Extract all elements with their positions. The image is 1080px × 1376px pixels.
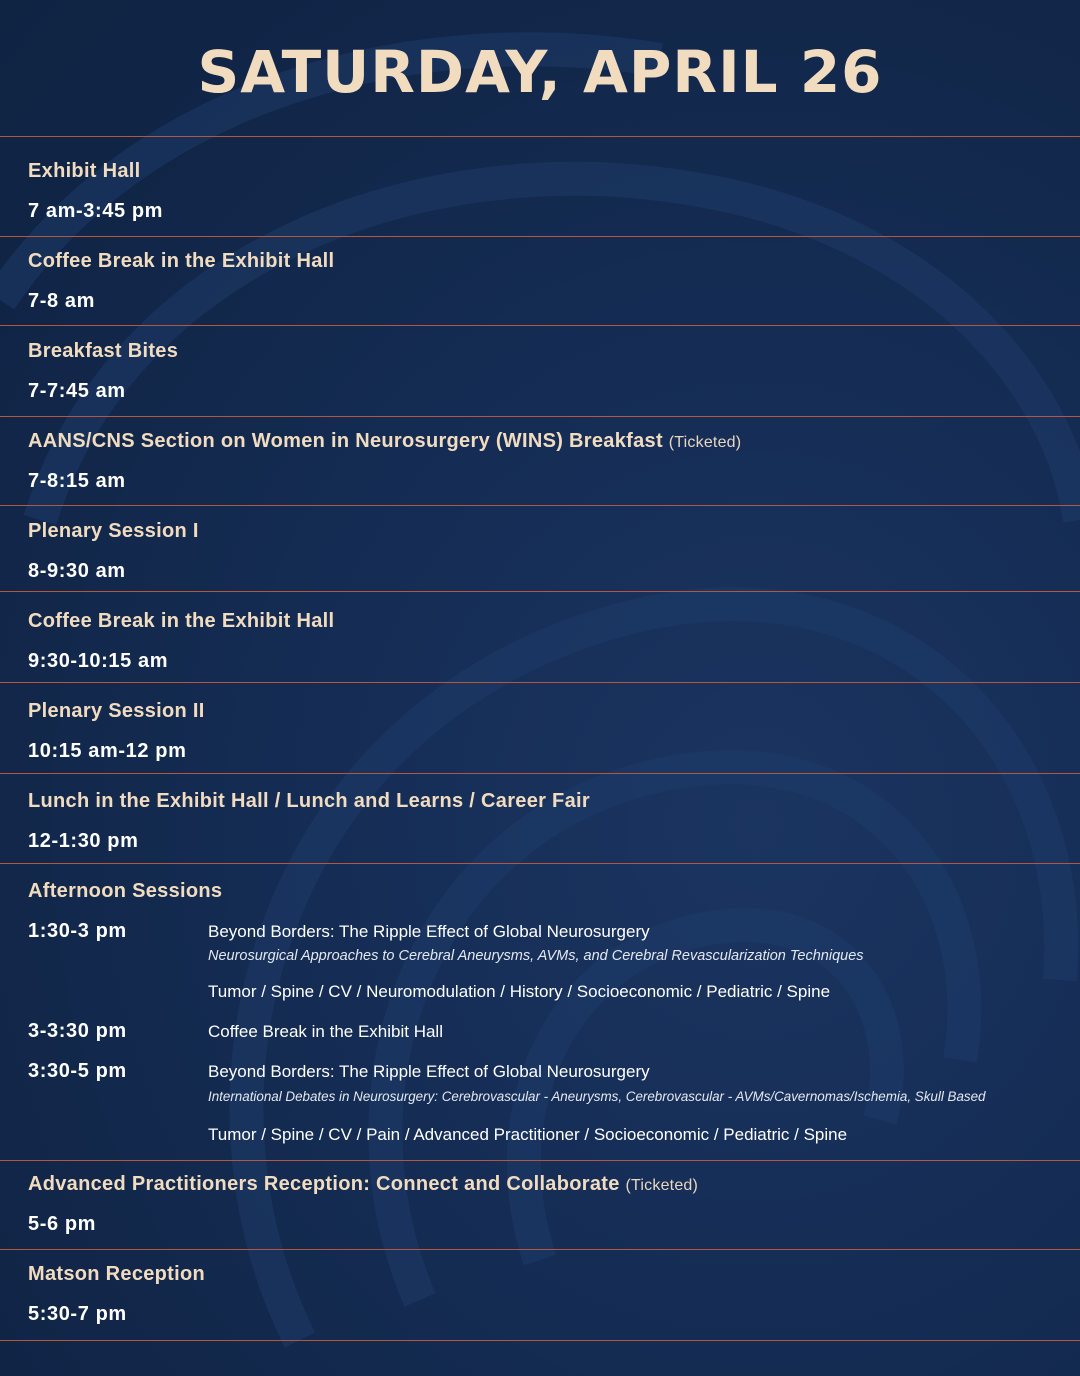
session-time: 3:30-5 pm — [28, 1060, 127, 1082]
session-time: 3-3:30 pm — [28, 1020, 127, 1042]
event-time: 7-8:15 am — [28, 470, 126, 492]
session-tracks: Tumor / Spine / CV / Pain / Advanced Practitioner / Socioeconomic / Pediatric / Spine — [208, 1125, 848, 1144]
session-title: Beyond Borders: The Ripple Effect of Global Neurosurgery — [208, 1062, 650, 1081]
divider — [0, 236, 1080, 237]
event-name: Breakfast Bites — [28, 340, 179, 362]
event-time: 12-1:30 pm — [28, 830, 139, 852]
event-time: 10:15 am-12 pm — [28, 740, 187, 762]
session-title: Coffee Break in the Exhibit Hall — [208, 1022, 443, 1041]
divider — [0, 863, 1080, 864]
page-title: SATURDAY, APRIL 26 — [197, 38, 883, 106]
session-time: 1:30-3 pm — [28, 920, 127, 942]
divider — [0, 416, 1080, 417]
afternoon-sessions-heading: Afternoon Sessions — [28, 880, 223, 902]
event-name-text: AANS/CNS Section on Women in Neurosurgery (WINS) Breakfast — [28, 430, 663, 452]
event-name: Exhibit Hall — [28, 160, 141, 182]
event-name — [28, 429, 741, 455]
event-name: Coffee Break in the Exhibit Hall — [28, 250, 335, 272]
event-time: 8-9:30 am — [28, 560, 126, 582]
divider — [0, 1160, 1080, 1161]
event-name: Plenary Session II — [28, 700, 205, 722]
divider — [0, 1249, 1080, 1250]
divider — [0, 591, 1080, 592]
event-name: Lunch in the Exhibit Hall / Lunch and Learns / Career Fair — [28, 790, 590, 812]
divider — [0, 505, 1080, 506]
event-name: Matson Reception — [28, 1263, 206, 1285]
event-time: 7-8 am — [28, 290, 95, 312]
session-note: Neurosurgical Approaches to Cerebral Aneurysms, AVMs, and Cerebral Revascularization Techniques — [208, 948, 864, 964]
event-time: 9:30-10:15 am — [28, 650, 169, 672]
event-name: Coffee Break in the Exhibit Hall — [28, 610, 335, 632]
event-time: 5-6 pm — [28, 1213, 97, 1235]
divider — [0, 682, 1080, 683]
event-name-text: Advanced Practitioners Reception: Connect and Collaborate — [28, 1173, 620, 1195]
divider — [0, 325, 1080, 326]
session-title: Beyond Borders: The Ripple Effect of Global Neurosurgery — [208, 922, 650, 941]
event-time: 7-7:45 am — [28, 380, 126, 402]
event-name: Plenary Session I — [28, 520, 199, 542]
session-tracks: Tumor / Spine / CV / Neuromodulation / History / Socioeconomic / Pediatric / Spine — [208, 982, 831, 1001]
event-time: 7 am-3:45 pm — [28, 200, 164, 222]
event-name — [28, 1172, 698, 1198]
ticketed-note: (Ticketed) — [625, 1177, 699, 1194]
session-note: International Debates in Neurosurgery: Cerebrovascular - Aneurysms, Cerebrovascular - AVMs/Cavernomas/Ischemia, Skull Based — [208, 1089, 986, 1104]
ticketed-note: (Ticketed) — [668, 434, 742, 451]
divider — [0, 1340, 1080, 1341]
divider — [0, 136, 1080, 137]
divider — [0, 773, 1080, 774]
event-time: 5:30-7 pm — [28, 1303, 127, 1325]
